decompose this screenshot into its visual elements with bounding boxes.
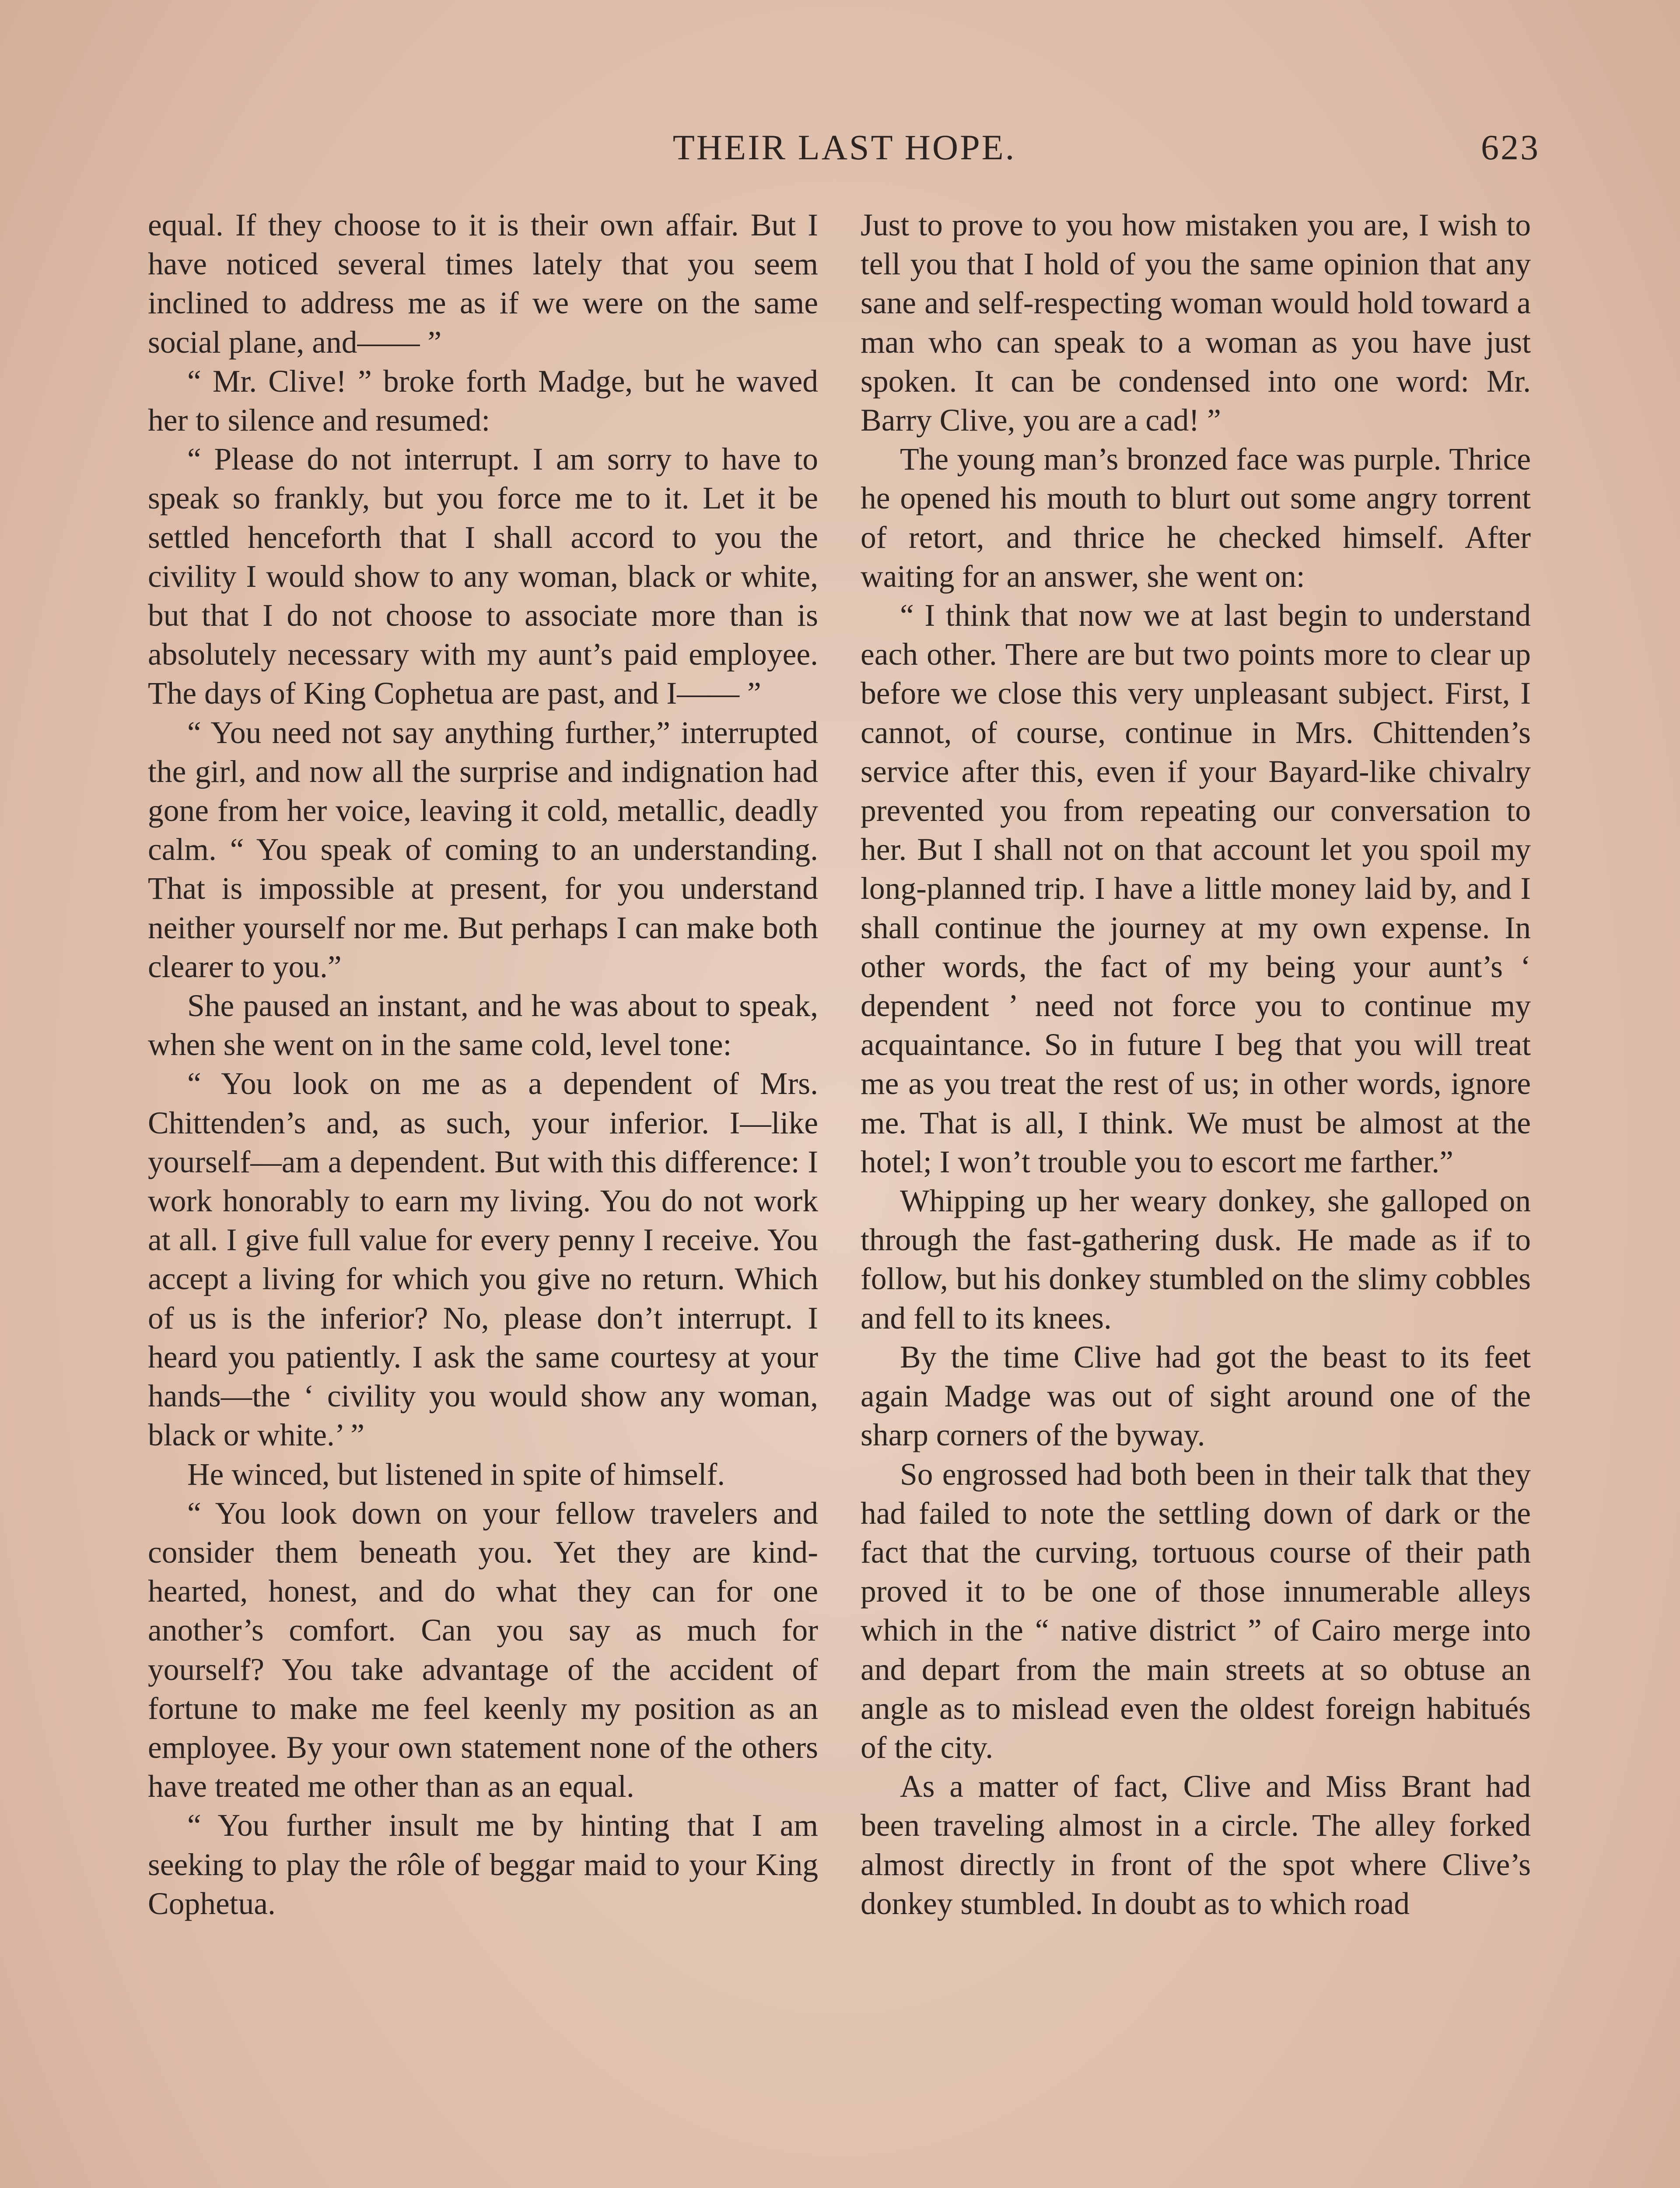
paragraph: “ You look on me as a dependent of Mrs. Chittenden’s and, as such, your inferior. I—like yourself—am a dependent. But with this difference: I work honorably to earn my living. You do not work at all. I give full value for every penny I receive. You accept a living for which you give no return. Which of us is the inferior? No, please don’t interrupt. I heard you patiently. I ask the same courtesy at your hands—the ‘ civility you would show any woman, black or white.’ ”	[148, 1066, 818, 1453]
paragraph: She paused an instant, and he was about to speak, when she went on in the same cold, level tone:	[148, 989, 818, 1062]
running-title: THEIR LAST HOPE.	[672, 127, 1016, 167]
paragraph: As a matter of fact, Clive and Miss Brant had been traveling almost in a circle. The alley forked almost directly in front of the spot where Clive’s donkey stumbled. In doubt as to which road	[861, 1769, 1531, 1921]
paragraph: Whipping up her weary donkey, she galloped on through the fast-gathering dusk. He made as if to follow, but his donkey stumbled on the slimy cobbles and fell to its knees.	[861, 1184, 1531, 1336]
paragraph: So engrossed had both been in their talk that they had failed to note the settling down of dark or the fact that the curving, tortuous course of their path proved it to be one of those innumerable alleys which in the “ native district ” of Cairo merge into and depart from the main streets at so obtuse an angle as to mislead even the oldest foreign habitués of the city.	[861, 1457, 1531, 1765]
page-header	[149, 127, 1540, 184]
paragraph: “ You need not say anything further,” interrupted the girl, and now all the surprise and indignation had gone from her voice, leaving it cold, metallic, deadly calm. “ You speak of coming to an understanding. That is impossible at present, for you understand neither yourself nor me. But perhaps I can make both clearer to you.”	[148, 715, 818, 984]
paragraph: equal. If they choose to it is their own affair. But I have noticed several times lately that you seem inclined to address me as if we were on the same social plane, and—— ”	[148, 208, 818, 360]
paragraph: “ Please do not interrupt. I am sorry to have to speak so frankly, but you force me to it. Let it be settled henceforth that I shall accord to you the civility I would show to any woman, black or white, but that I do not choose to associate more than is absolutely necessary with my aunt’s paid employee. The days of King Cophetua are past, and I—— ”	[148, 442, 818, 711]
paragraph: Just to prove to you how mistaken you are, I wish to tell you that I hold of you the same opinion that any sane and self-respecting woman would hold toward a man who can speak to a woman as you have just spoken. It can be condensed into one word: Mr. Barry Clive, you are a cad! ”	[861, 208, 1531, 438]
left-column	[148, 206, 818, 2188]
page-number: 623	[1481, 127, 1540, 167]
paragraph: He winced, but listened in spite of himself.	[187, 1457, 725, 1492]
paragraph: “ Mr. Clive! ” broke forth Madge, but he waved her to silence and resumed:	[148, 364, 818, 438]
paragraph: The young man’s bronzed face was purple. Thrice he opened his mouth to blurt out some angry torrent of retort, and thrice he checked himself. After waiting for an answer, she went on:	[861, 442, 1531, 594]
paragraph: “ You further insult me by hinting that I am seeking to play the rôle of beggar maid to your King Cophetua.	[148, 1808, 818, 1921]
paragraph: “ You look down on your fellow travelers and consider them beneath you. Yet they are kind-hearted, honest, and do what they can for one another’s comfort. Can you say as much for yourself? You take advantage of the accident of fortune to make me feel keenly my position as an employee. By your own statement none of the others have treated me other than as an equal.	[148, 1496, 818, 1804]
right-column	[861, 206, 1531, 2188]
paragraph: By the time Clive had got the beast to its feet again Madge was out of sight around one of the sharp corners of the byway.	[861, 1339, 1531, 1453]
paragraph: “ I think that now we at last begin to understand each other. There are but two points more to clear up before we close this very unpleasant subject. First, I cannot, of course, continue in Mrs. Chittenden’s service after this, even if your Bayard-like chivalry prevented you from repeating our conversation to her. But I shall not on that account let you spoil my long-planned trip. I have a little money laid by, and I shall continue the journey at my own expense. In other words, the fact of my being your aunt’s ‘ dependent ’ need not force you to continue my acquaintance. So in future I beg that you will treat me as you treat the rest of us; in other words, ignore me. That is all, I think. We must be almost at the hotel; I won’t trouble you to escort me farther.”	[861, 598, 1531, 1179]
